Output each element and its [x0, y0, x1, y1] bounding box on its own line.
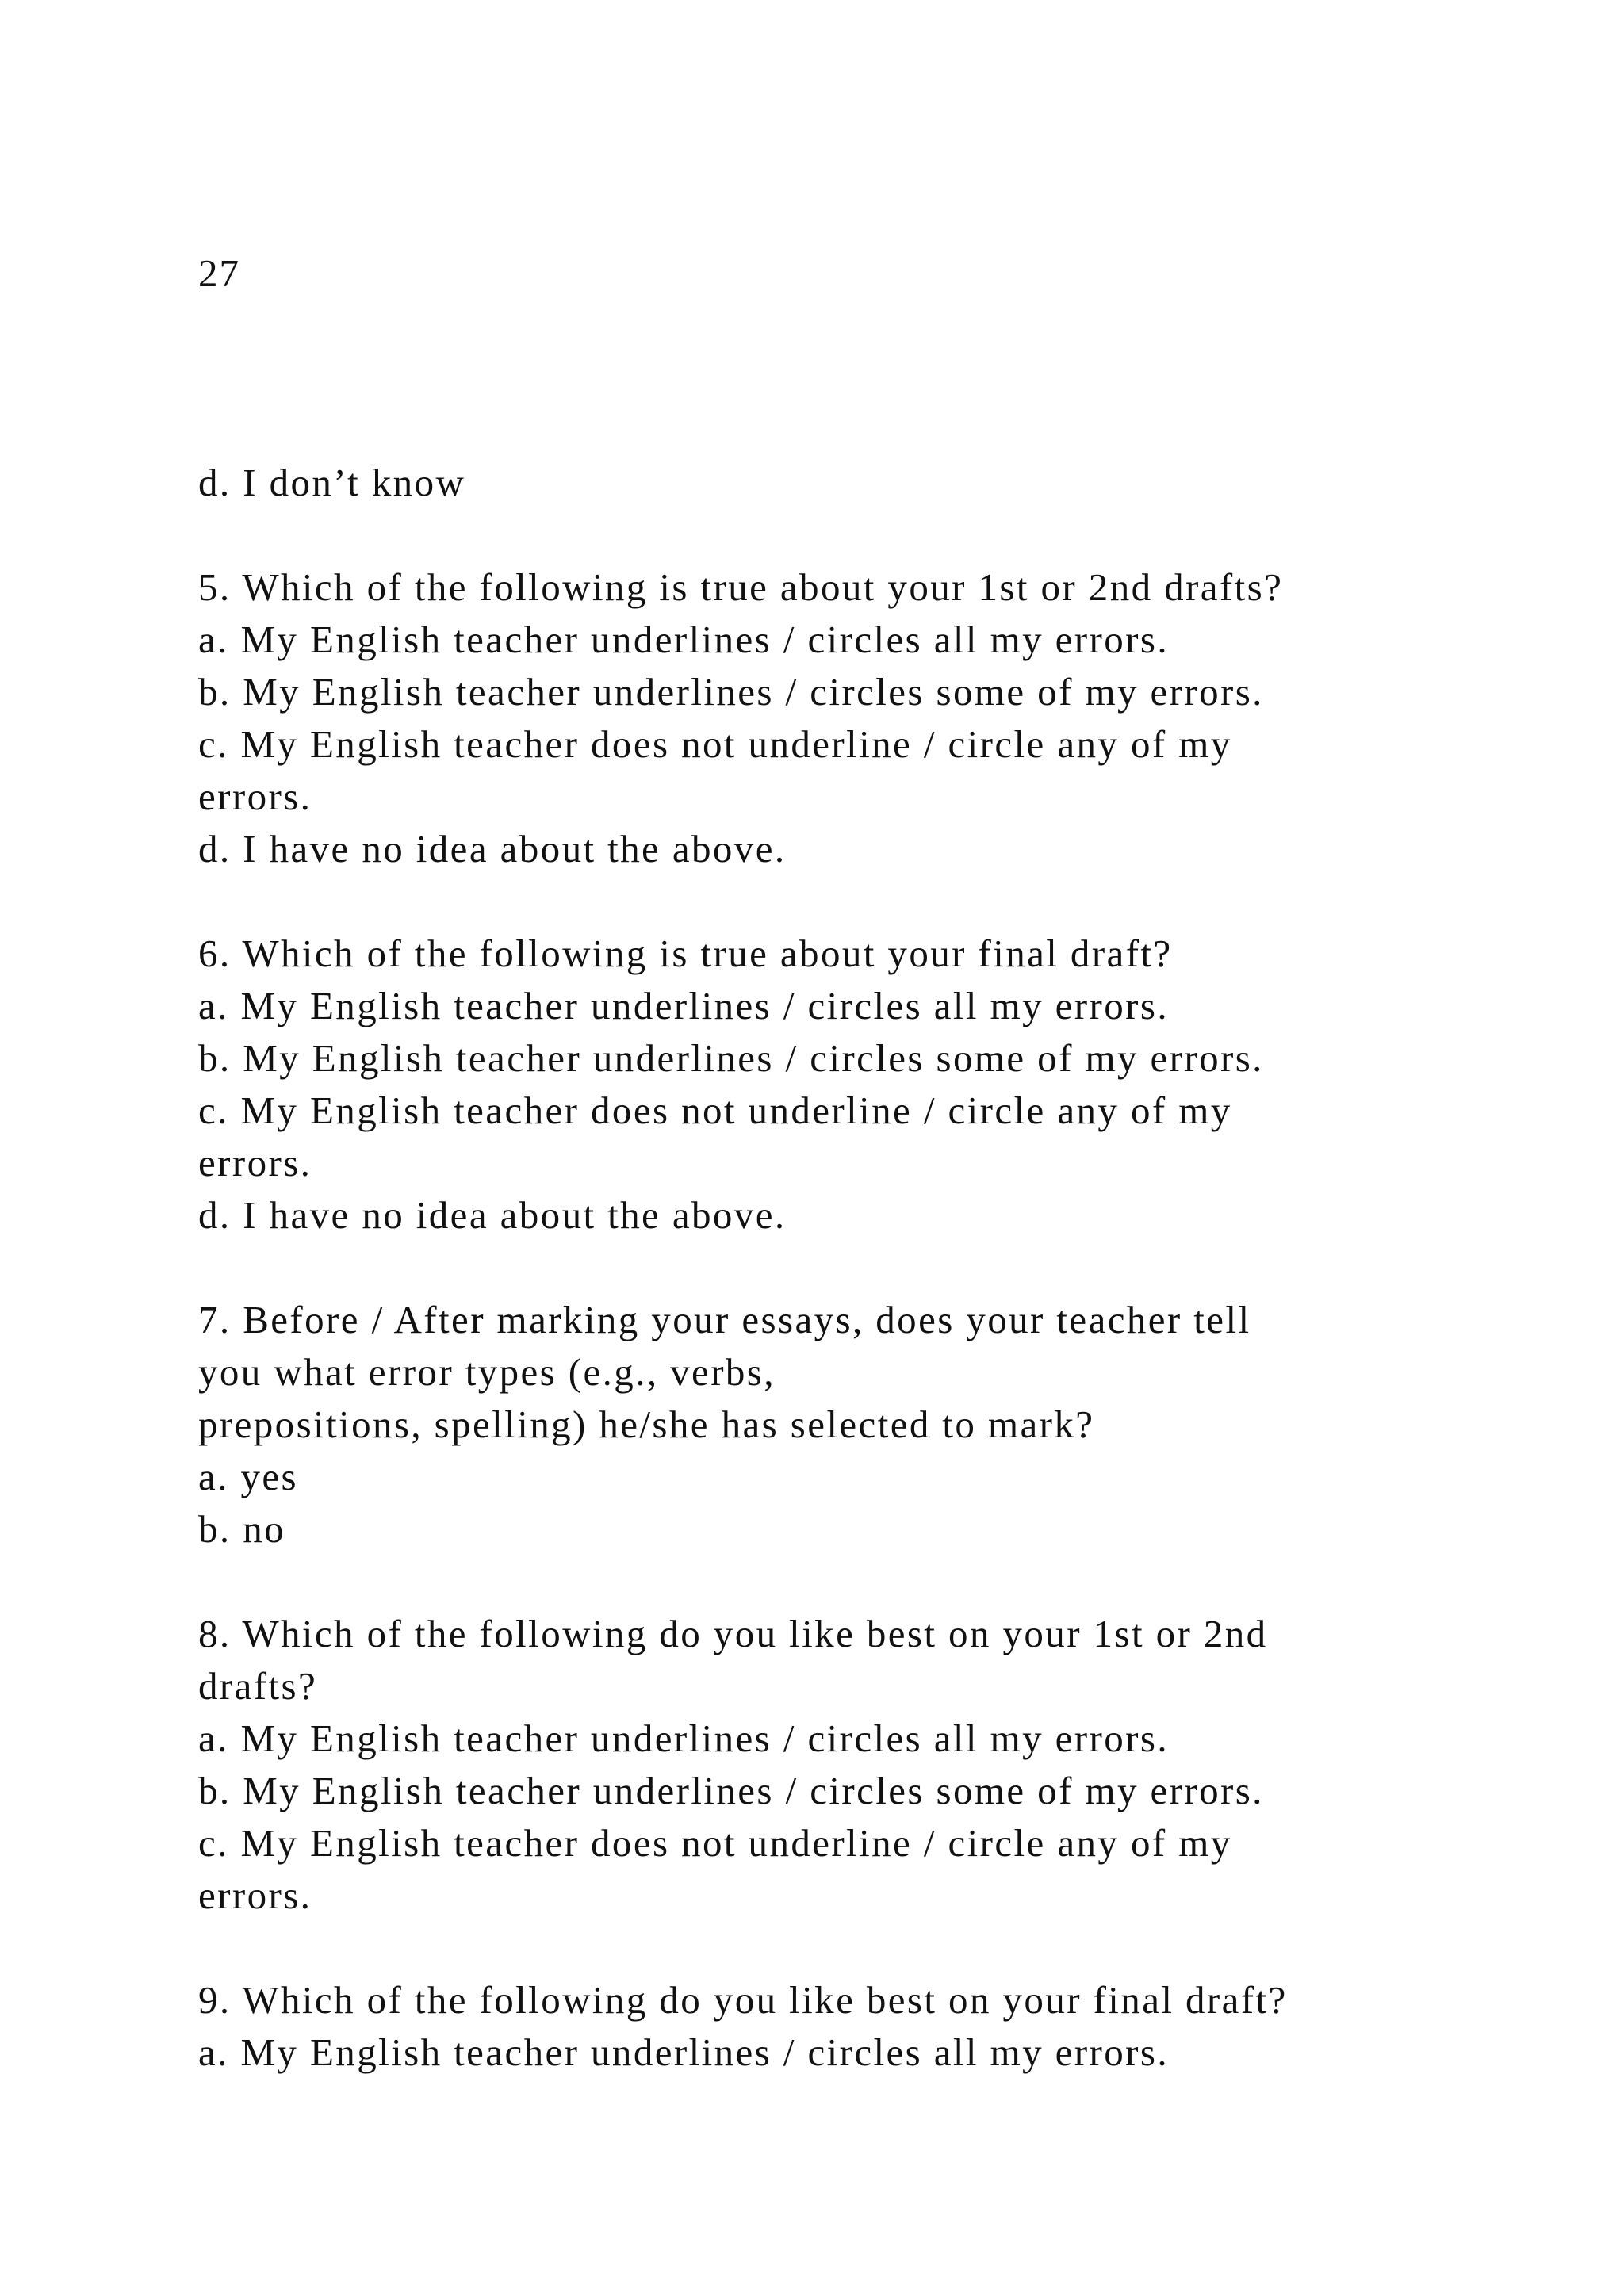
answer-option-line: errors. [198, 775, 312, 818]
answer-option-line: a. My English teacher underlines / circles all my errors. [198, 1716, 1169, 1760]
answer-option-line: d. I have no idea about the above. [198, 827, 787, 871]
answer-option-line: d. I don’t know [198, 461, 466, 504]
question-7 [198, 1294, 1483, 1556]
page-number: 27 [198, 251, 240, 295]
question-text: 8. Which of the following do you like best on your 1st or 2nd [198, 1612, 1268, 1655]
question-text: prepositions, spelling) he/she has selected to mark? [198, 1402, 1095, 1446]
question-6 [198, 928, 1483, 1242]
answer-option-line: errors. [198, 1873, 312, 1917]
document-body [198, 457, 1483, 2131]
answer-option-line: a. My English teacher underlines / circles all my errors. [198, 984, 1169, 1027]
answer-option-line: a. yes [198, 1455, 298, 1498]
answer-option-line: b. My English teacher underlines / circles some of my errors. [198, 670, 1264, 714]
question-4-tail [198, 457, 1483, 509]
question-text: 6. Which of the following is true about your final draft? [198, 932, 1173, 975]
answer-option-line: c. My English teacher does not underline / circle any of my [198, 1821, 1232, 1865]
question-text: drafts? [198, 1664, 318, 1708]
answer-option-line: c. My English teacher does not underline / circle any of my [198, 1089, 1232, 1132]
question-5 [198, 561, 1483, 875]
answer-option-line: a. My English teacher underlines / circles all my errors. [198, 618, 1169, 661]
question-text: 9. Which of the following do you like best on your final draft? [198, 1978, 1288, 2022]
question-8 [198, 1608, 1483, 1922]
question-text: 5. Which of the following is true about your 1st or 2nd drafts? [198, 565, 1284, 609]
question-text: 7. Before / After marking your essays, does your teacher tell [198, 1298, 1251, 1341]
answer-option-line: errors. [198, 1141, 312, 1184]
answer-option-line: a. My English teacher underlines / circles all my errors. [198, 2030, 1169, 2074]
answer-option-line: b. My English teacher underlines / circles some of my errors. [198, 1769, 1264, 1812]
answer-option-line: c. My English teacher does not underline / circle any of my [198, 722, 1232, 766]
question-text: you what error types (e.g., verbs, [198, 1350, 776, 1394]
answer-option-line: d. I have no idea about the above. [198, 1193, 787, 1237]
question-9 [198, 1974, 1483, 2079]
answer-option-line: b. no [198, 1507, 285, 1551]
answer-option-line: b. My English teacher underlines / circles some of my errors. [198, 1036, 1264, 1080]
